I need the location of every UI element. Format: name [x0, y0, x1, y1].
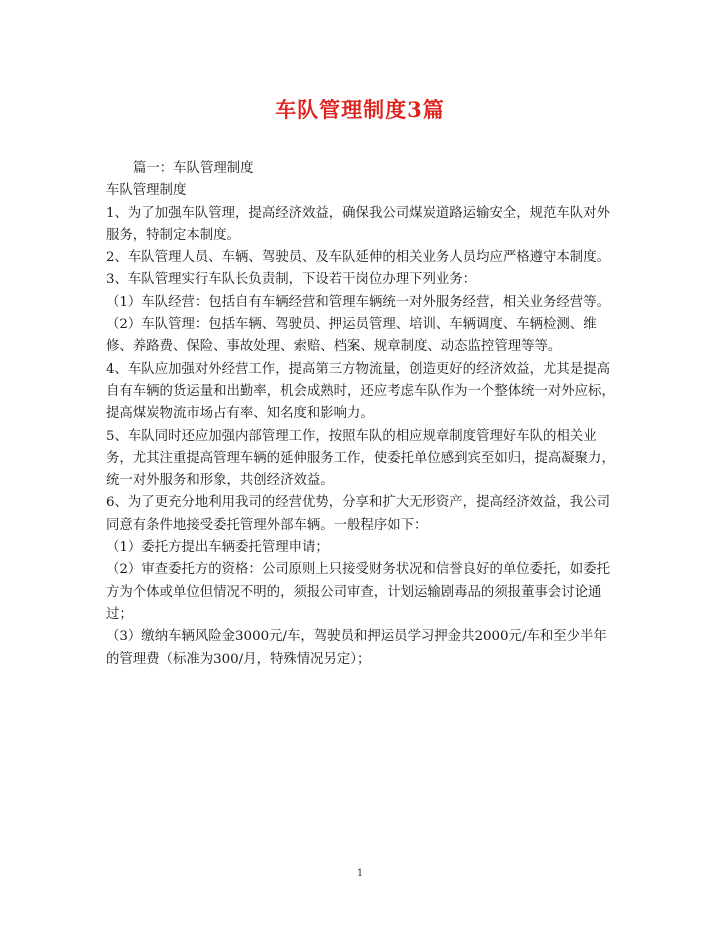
- paragraph-item-3: 3、车队管理实行车队长负责制，下设若干岗位办理下列业务：: [106, 272, 477, 288]
- paragraph-item-2: 2、车队管理人员、车辆、驾驶员、及车队延伸的相关业务人员均应严格遵守本制度。: [106, 250, 610, 266]
- paragraph-item-4: 4、车队应加强对外经营工作，提高第三方物流量，创造更好的经济效益，尤其是提高自有车辆的货运量和出勤率，机会成熟时，还应考虑车队作为一个整体统一对外应标，提高煤炭物流市场占有率、知名度和影响力。: [106, 361, 615, 422]
- paragraph-item-6: 6、为了更充分地利用我司的经营优势，分享和扩大无形资产，提高经济效益，我公司同意有条件地接受委托管理外部车辆。一般程序如下：: [106, 495, 610, 533]
- paragraph-item-6-1: （1）委托方提出车辆委托管理申请；: [106, 540, 329, 556]
- subsection-heading: 车队管理制度: [106, 183, 187, 199]
- paragraph-item-5: 5、车队同时还应加强内部管理工作，按照车队的相应规章制度管理好车队的相关业务，尤其注重提高管理车辆的延伸服务工作，使委托单位感到宾至如归，提高凝聚力，统一对外服务和形象，共创经济效益。: [106, 428, 615, 489]
- paragraph-item-3-2: （2）车队管理：包括车辆、驾驶员、押运员管理、培训、车辆调度、车辆检测、维修、养路费、保险、事故处理、索赔、档案、规章制度、动态监控管理等等。: [106, 317, 597, 355]
- paragraph-item-6-2: （2）审查委托方的资格：公司原则上只接受财务状况和信誉良好的单位委托，如委托方为个体或单位但情况不明的，须报公司审查，计划运输剧毒品的须报董事会讨论通过；: [106, 562, 610, 622]
- document-body: [106, 158, 618, 671]
- paragraph-item-1: 1、为了加强车队管理，提高经济效益，确保我公司煤炭道路运输安全，规范车队对外服务，特制定本制度。: [106, 205, 610, 243]
- paragraph-item-3-1: （1）车队经营：包括自有车辆经营和管理车辆统一对外服务经营，相关业务经营等。: [106, 294, 610, 310]
- document-title: 车队管理制度3篇: [275, 97, 445, 122]
- section-heading: 篇一：车队管理制度: [133, 161, 254, 176]
- page-number: 1: [356, 868, 364, 879]
- paragraph-item-6-3: （3）缴纳车辆风险金3000元/车，驾驶员和押运员学习押金共2000元/车和至少半年的管理费（标准为300/月，特殊情况另定）；: [106, 629, 607, 667]
